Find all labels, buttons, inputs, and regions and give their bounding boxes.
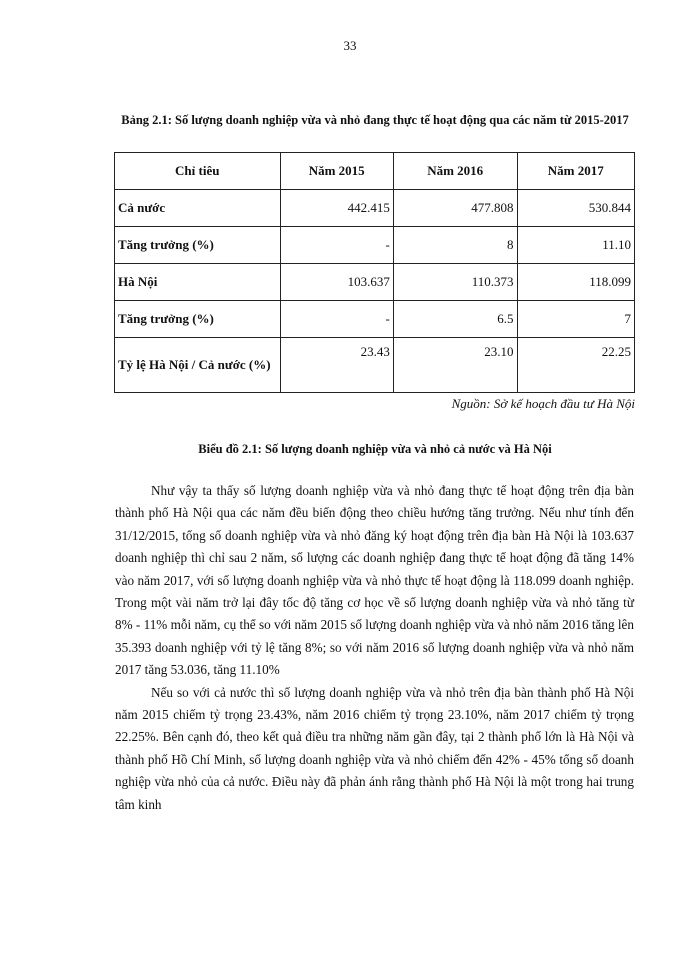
table-cell: - xyxy=(280,227,393,264)
table-cell: 6.5 xyxy=(393,301,517,338)
table-cell: 118.099 xyxy=(517,264,635,301)
page-number: 33 xyxy=(343,38,357,53)
table-cell: 103.637 xyxy=(280,264,393,301)
table-cell: 11.10 xyxy=(517,227,635,264)
data-table xyxy=(114,152,635,393)
table-source: Nguồn: Sở kế hoạch đầu tư Hà Nội xyxy=(451,396,635,411)
figure-title: Biểu đồ 2.1: Số lượng doanh nghiệp vừa và nhỏ cả nước và Hà Nội xyxy=(198,442,552,456)
body-text xyxy=(115,480,634,816)
header-cell: Năm 2016 xyxy=(393,153,517,190)
table-row xyxy=(115,338,635,393)
table-cell: 110.373 xyxy=(393,264,517,301)
table-cell: 23.10 xyxy=(393,338,517,393)
table-cell: 442.415 xyxy=(280,190,393,227)
table-cell: 7 xyxy=(517,301,635,338)
row-label: Cả nước xyxy=(115,190,281,227)
table-cell: 477.808 xyxy=(393,190,517,227)
table-header-row xyxy=(115,153,635,190)
header-cell: Năm 2017 xyxy=(517,153,635,190)
row-label: Tỷ lệ Hà Nội / Cả nước (%) xyxy=(115,338,281,393)
table-row xyxy=(115,190,635,227)
table-cell: 530.844 xyxy=(517,190,635,227)
table-row xyxy=(115,227,635,264)
table-cell: 23.43 xyxy=(280,338,393,393)
row-label: Tăng trưởng (%) xyxy=(115,227,281,264)
row-label: Hà Nội xyxy=(115,264,281,301)
table-row xyxy=(115,264,635,301)
header-cell: Năm 2015 xyxy=(280,153,393,190)
table-cell: 8 xyxy=(393,227,517,264)
table-row xyxy=(115,301,635,338)
paragraph: Nếu so với cả nước thì số lượng doanh nghiệp vừa và nhỏ trên địa bàn thành phố Hà Nội năm 2015 chiếm tỷ trọng 23.43%, năm 2016 chiếm tỷ trọng 23.10%, năm 2017 chiếm tỷ trọng 22.25%. Bên cạnh đó, theo kết quả điều tra những năm gần đây, tại 2 thành phố lớn là Hà Nội và thành phố Hồ Chí Minh, số lượng doanh nghiệp vừa và nhỏ chiếm đến 42% - 45% tổng số doanh nghiệp vừa nhỏ của cả nước. Điều này đã phản ánh rằng thành phố Hà Nội là một trong hai trung tâm kinh xyxy=(115,684,634,812)
paragraph: Như vậy ta thấy số lượng doanh nghiệp vừa và nhỏ đang thực tế hoạt động trên địa bàn thành phố Hà Nội qua các năm đều biến động theo chiều hướng tăng trưởng. Nếu như tính đến 31/12/2015, tổng số doanh nghiệp vừa và nhỏ đăng ký hoạt động trên địa bàn Hà Nội là 103.637 doanh nghiệp thì chỉ sau 2 năm, số lượng các doanh nghiệp đang thực tế hoạt động đã tăng 14% vào năm 2017, với số lượng doanh nghiệp vừa và nhỏ thực tế hoạt động là 118.099 doanh nghiệp. Trong một vài năm trở lại đây tốc độ tăng cơ học về số lượng doanh nghiệp vừa và nhỏ tăng từ 8% - 11% mỗi năm, cụ thể so với năm 2015 số lượng doanh nghiệp vừa và nhỏ năm 2016 tăng lên 35.393 doanh nghiệp với tỷ lệ tăng 8%; so với năm 2016 số lượng doanh nghiệp vừa và nhỏ năm 2017 tăng 53.036, tăng 11.10% xyxy=(115,483,634,678)
table-cell: 22.25 xyxy=(517,338,635,393)
row-label: Tăng trưởng (%) xyxy=(115,301,281,338)
table-title: Bảng 2.1: Số lượng doanh nghiệp vừa và nhỏ đang thực tế hoạt động qua các năm từ 2015-2017 xyxy=(121,113,629,127)
header-cell: Chỉ tiêu xyxy=(115,153,281,190)
table-cell: - xyxy=(280,301,393,338)
